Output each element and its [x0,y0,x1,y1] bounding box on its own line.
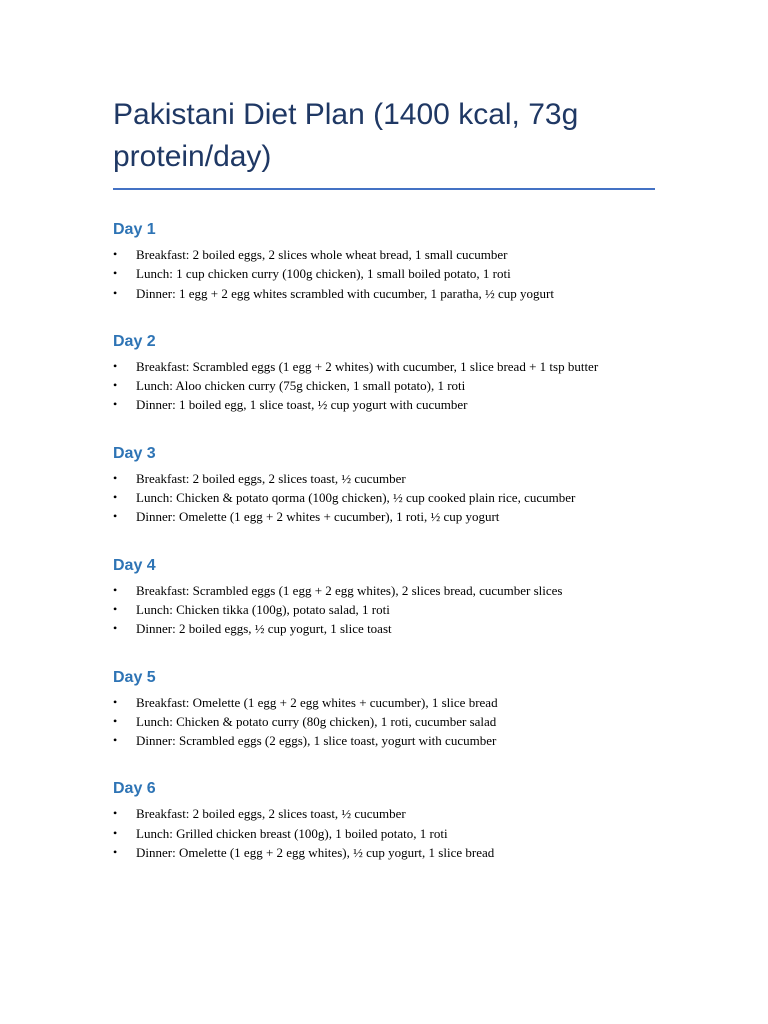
bullet-icon: • [113,825,118,840]
meal-text: Lunch: Chicken & potato curry (80g chicken), 1 roti, cucumber salad [136,713,497,729]
bullet-icon: • [113,733,118,748]
meal-text: Lunch: 1 cup chicken curry (100g chicken), 1 small boiled potato, 1 roti [136,266,511,282]
meal-text: Breakfast: Scrambled eggs (1 egg + 2 egg whites), 2 slices bread, cucumber slices [136,582,563,598]
bullet-icon: • [113,378,118,393]
day-section [113,332,655,415]
meal-item [113,712,655,731]
bullet-icon: • [113,694,118,709]
meal-text: Lunch: Chicken & potato qorma (100g chicken), ½ cup cooked plain rice, cucumber [136,490,576,506]
meal-list [113,693,655,751]
meal-text: Dinner: Scrambled eggs (2 eggs), 1 slice toast, yogurt with cucumber [136,733,497,749]
bullet-icon: • [113,845,118,860]
meal-text: Breakfast: 2 boiled eggs, 2 slices toast, ½ cucumber [136,470,406,486]
meal-text: Dinner: Omelette (1 egg + 2 whites + cucumber), 1 roti, ½ cup yogurt [136,509,500,525]
meal-item [113,469,655,488]
bullet-icon: • [113,470,118,485]
meal-text: Lunch: Grilled chicken breast (100g), 1 boiled potato, 1 roti [136,825,448,841]
meal-item [113,264,655,283]
day-section [113,779,655,862]
meal-text: Dinner: 1 boiled egg, 1 slice toast, ½ cup yogurt with cucumber [136,397,468,413]
meal-text: Breakfast: Omelette (1 egg + 2 egg whites + cucumber), 1 slice bread [136,694,498,710]
bullet-icon: • [113,621,118,636]
meal-text: Lunch: Aloo chicken curry (75g chicken, 1 small potato), 1 roti [136,378,466,394]
meal-text: Dinner: Omelette (1 egg + 2 egg whites), ½ cup yogurt, 1 slice bread [136,845,495,861]
day-heading: Day 5 [113,668,156,686]
meal-item [113,804,655,823]
meal-item [113,395,655,414]
day-heading: Day 6 [113,780,156,798]
bullet-icon: • [113,285,118,300]
day-heading: Day 4 [113,556,156,574]
meal-item [113,619,655,638]
meal-item [113,488,655,507]
meal-item [113,376,655,395]
meal-item [113,693,655,712]
bullet-icon: • [113,806,118,821]
bullet-icon: • [113,509,118,524]
bullet-icon: • [113,490,118,505]
document-title: Pakistani Diet Plan (1400 kcal, 73g protein/day) [113,94,655,190]
day-section [113,444,655,527]
meal-text: Dinner: 2 boiled eggs, ½ cup yogurt, 1 slice toast [136,621,392,637]
meal-item [113,284,655,303]
bullet-icon: • [113,397,118,412]
document-page [113,94,655,862]
meal-text: Dinner: 1 egg + 2 egg whites scrambled with cucumber, 1 paratha, ½ cup yogurt [136,285,554,301]
meal-list [113,469,655,527]
meal-item [113,507,655,526]
meal-text: Breakfast: 2 boiled eggs, 2 slices toast, ½ cucumber [136,806,406,822]
day-heading: Day 3 [113,444,156,462]
meal-list [113,804,655,862]
day-heading: Day 1 [113,221,156,238]
meal-item [113,731,655,750]
meal-text: Lunch: Chicken tikka (100g), potato salad, 1 roti [136,601,390,617]
bullet-icon: • [113,247,118,261]
meal-text: Breakfast: 2 boiled eggs, 2 slices whole wheat bread, 1 small cucumber [136,247,508,262]
bullet-icon: • [113,713,118,728]
bullet-icon: • [113,358,118,373]
day-section [113,668,655,751]
day-section [113,556,655,639]
meal-item [113,245,655,264]
bullet-icon: • [113,601,118,616]
meal-list [113,581,655,639]
meal-item [113,357,655,376]
meal-list [113,245,655,303]
meal-item [113,600,655,619]
meal-item [113,824,655,843]
bullet-icon: • [113,266,118,281]
meal-text: Breakfast: Scrambled eggs (1 egg + 2 whites) with cucumber, 1 slice bread + 1 tsp butter [136,358,599,374]
day-heading: Day 2 [113,332,156,350]
meal-list [113,357,655,415]
day-section [113,220,655,303]
bullet-icon: • [113,582,118,597]
meal-item [113,581,655,600]
meal-item [113,843,655,862]
